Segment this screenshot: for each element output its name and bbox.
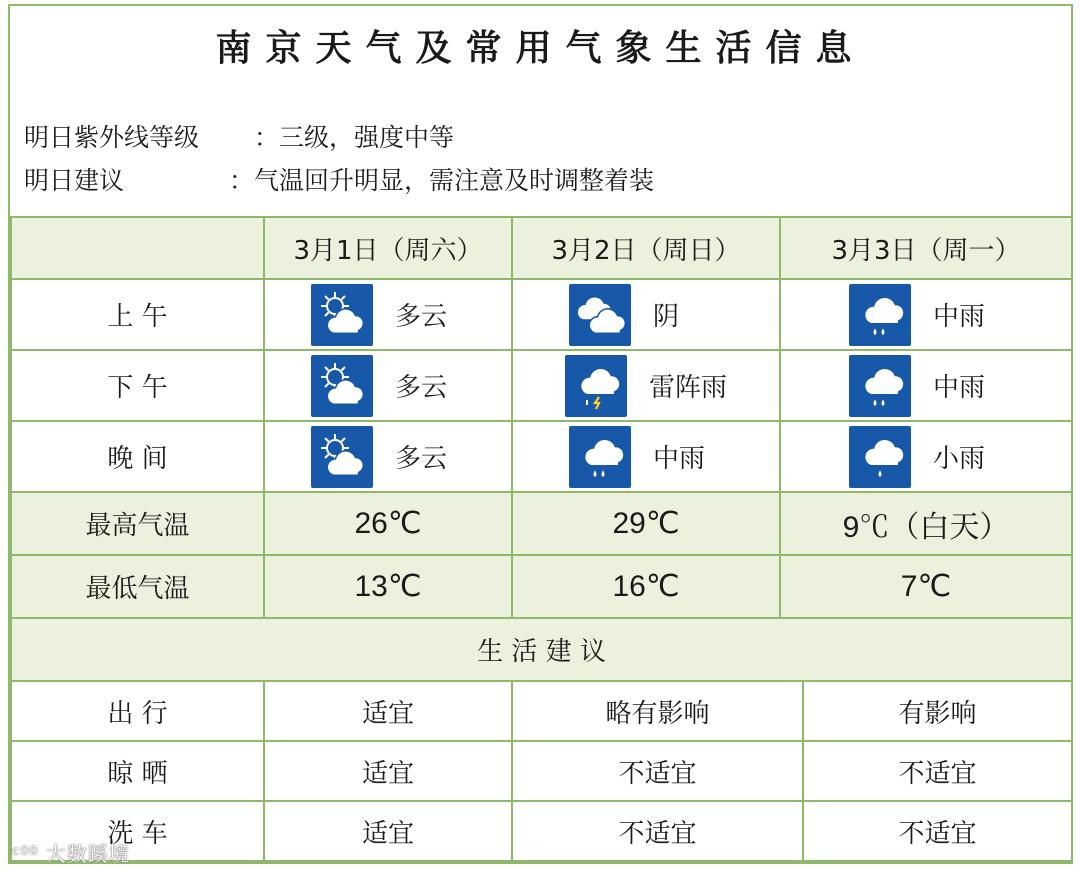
period-label: 晚 间 [11, 421, 264, 492]
life-value: 不适宜 [803, 801, 1072, 861]
life-value: 适宜 [264, 801, 512, 861]
day-header: 3月3日（周一） [780, 217, 1072, 279]
moderate-rain-icon [849, 284, 911, 346]
life-label: 出 行 [11, 681, 264, 741]
life-label: 晾 晒 [11, 741, 264, 801]
life-label: 洗 车 [11, 801, 264, 861]
period-row [11, 350, 1072, 421]
weather-text: 小雨 [933, 444, 986, 474]
weather-text: 多云 [395, 373, 448, 403]
partly-cloudy-icon [311, 426, 373, 488]
life-row [11, 681, 1072, 741]
weather-sheet [8, 4, 1073, 864]
advice-line [24, 161, 655, 197]
weather-cell [780, 279, 1072, 350]
weather-cell [780, 421, 1072, 492]
weather-text: 中雨 [933, 302, 986, 332]
moderate-rain-icon [569, 426, 631, 488]
page-title: 南京天气及常用气象生活信息 [215, 27, 866, 69]
watermark [12, 838, 130, 867]
weather-cell [780, 350, 1072, 421]
weather-text: 多云 [395, 444, 448, 474]
period-row [11, 421, 1072, 492]
uv-value: ：三级，强度中等 [254, 123, 455, 152]
low-temp-label: 最低气温 [11, 555, 264, 618]
low-temp-value: 16℃ [512, 555, 780, 618]
period-row [11, 279, 1072, 350]
weather-text: 阴 [653, 302, 680, 332]
light-rain-icon [849, 426, 911, 488]
life-value: 不适宜 [803, 741, 1072, 801]
high-temp-row [11, 492, 1072, 555]
weather-cell [264, 421, 512, 492]
life-value: 适宜 [264, 681, 512, 741]
period-label: 下 午 [11, 350, 264, 421]
low-temp-value: 7℃ [780, 555, 1072, 618]
life-title-row [11, 618, 1072, 681]
high-temp-value: 29℃ [512, 492, 780, 555]
day-header: 3月1日（周六） [264, 217, 512, 279]
life-value: 略有影响 [512, 681, 803, 741]
life-row [11, 741, 1072, 801]
life-row [11, 801, 1072, 861]
weibo-logo-icon: ᶜ⁰⁰ [12, 842, 39, 866]
weather-cell [512, 279, 780, 350]
advice-label: 明日建议 [24, 166, 125, 195]
uv-label: 明日紫外线等级 [24, 123, 200, 152]
low-temp-value: 13℃ [264, 555, 512, 618]
life-value: 不适宜 [512, 801, 803, 861]
partly-cloudy-icon [311, 284, 373, 346]
advice-value: ：气温回升明显，需注意及时调整着装 [229, 166, 655, 195]
weather-cell [512, 350, 780, 421]
weather-cell [264, 279, 512, 350]
high-temp-value: 26℃ [264, 492, 512, 555]
life-table [10, 680, 1073, 862]
thunderstorm-icon [565, 355, 627, 417]
life-value: 有影响 [803, 681, 1072, 741]
weather-cell [264, 350, 512, 421]
corner-cell [11, 217, 264, 279]
moderate-rain-icon [849, 355, 911, 417]
life-value: 不适宜 [512, 741, 803, 801]
life-title: 生 活 建 议 [11, 618, 1072, 681]
day-header: 3月2日（周日） [512, 217, 780, 279]
high-temp-label: 最高气温 [11, 492, 264, 555]
forecast-table [10, 216, 1073, 682]
uv-line [24, 118, 455, 154]
weather-cell [512, 421, 780, 492]
weather-text: 中雨 [653, 444, 706, 474]
weather-text: 雷阵雨 [648, 373, 727, 403]
high-temp-value: 9℃（白天） [780, 492, 1072, 555]
weather-text: 多云 [395, 302, 448, 332]
watermark-text: 大数蹊境 [45, 842, 130, 866]
partly-cloudy-icon [311, 355, 373, 417]
cloudy-icon [569, 284, 631, 346]
life-value: 适宜 [264, 741, 512, 801]
low-temp-row [11, 555, 1072, 618]
period-label: 上 午 [11, 279, 264, 350]
day-header-row [11, 217, 1072, 279]
weather-text: 中雨 [933, 373, 986, 403]
header-section [10, 6, 1071, 218]
